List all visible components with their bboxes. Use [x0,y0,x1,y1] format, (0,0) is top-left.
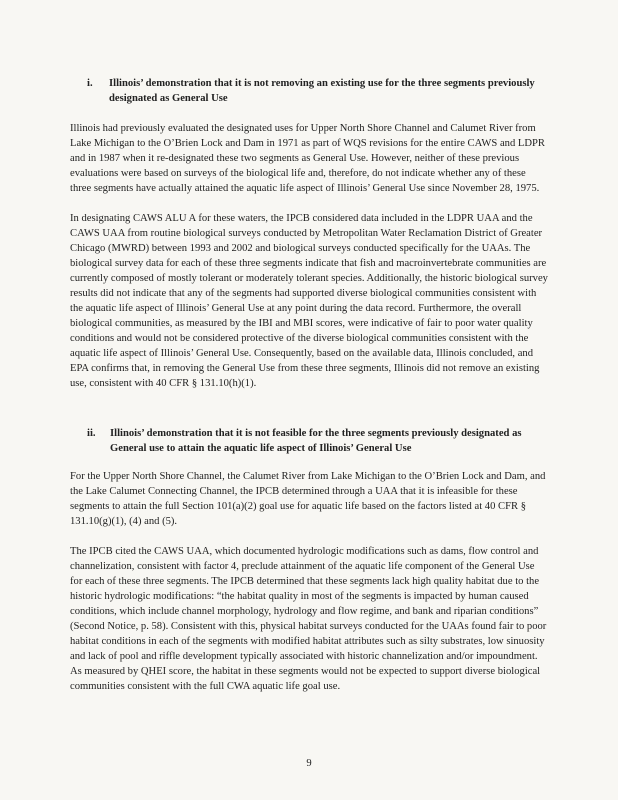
paragraph: For the Upper North Shore Channel, the Calumet River from Lake Michigan to the O’Brien Lock and Dam, and the Lake Calumet Connecting Channel, the IPCB determined through a UAA that it is infeasible for these segments to attain the full Section 101(a)(2) goal use for aquatic life based on the factors listed at 40 CFR § 131.10(g)(1), (4) and (5). [70,471,546,527]
section-heading-text: Illinois’ demonstration that it is not removing an existing use for the three segments previously designated as General Use [109,78,535,104]
page-number: 9 [306,758,312,769]
section-heading-ii [70,426,560,456]
paragraph: The IPCB cited the CAWS UAA, which documented hydrologic modifications such as dams, flow control and channelization, consistent with factor 4, preclude attainment of the aquatic life component of the General Use for each of these three segments. The IPCB determined that these segments lack high quality habitat due to the historic hydrologic modifications: “the habitat quality in most of the segments is impacted by human caused conditions, which include channel morphology, hydrology and flow regime, and bank and riparian conditions” (Second Notice, p. 58). Consistent with this, physical habitat surveys conducted for the UAAs found fair to poor habitat conditions in each of the segments with modified habitat attributes such as silty substrates, low sinuosity and lack of pool and riffle development typically associated with historic channelization and/or impoundment. As measured by QHEI score, the habitat in these segments would not be expected to support diverse biological communities consistent with the full CWA aquatic life goal use. [70,546,547,692]
section-number: i. [87,78,93,89]
section-heading-text: Illinois’ demonstration that it is not feasible for the three segments previously designated as General use to attain the aquatic life aspect of Illinois’ General Use [110,428,522,454]
paragraph: In designating CAWS ALU A for these waters, the IPCB considered data included in the LDPR UAA and the CAWS UAA from routine biological surveys conducted by Metropolitan Water Reclamation District of Greater Chicago (MWRD) between 1993 and 2002 and biological surveys conducted specifically for the UAAs. The biological survey data for each of these three segments indicate that fish and macroinvertebrate communities are currently composed of mostly tolerant or moderately tolerant species. Additionally, the historic biological survey results did not indicate that any of the segments had supported diverse biological communities consistent with the aquatic life aspect of Illinois’ General Use at any point during the data record. Furthermore, the overall biological communities, as measured by the IBI and MBI scores, were indicative of fair to poor water quality conditions and would not be considered protective of the diverse biological communities consistent with the aquatic life aspect of Illinois’ General Use. Consequently, based on the available data, Illinois concluded, and EPA confirms that, in removing the General Use from these three segments, Illinois did not remove an existing use, consistent with 40 CFR § 131.10(h)(1). [70,213,548,389]
paragraph: Illinois had previously evaluated the designated uses for Upper North Shore Channel and Calumet River from Lake Michigan to the O’Brien Lock and Dam in 1971 as part of WQS revisions for the entire CAWS and LDPR and in 1987 when it re-designated these two segments as General Use. However, neither of these previous evaluations were based on surveys of the biological life and, therefore, do not indicate whether any of these three segments have actually attained the aquatic life aspect of Illinois’ General Use since November 28, 1975. [70,123,545,194]
section-heading-i [70,76,560,106]
section-number: ii. [87,428,96,439]
